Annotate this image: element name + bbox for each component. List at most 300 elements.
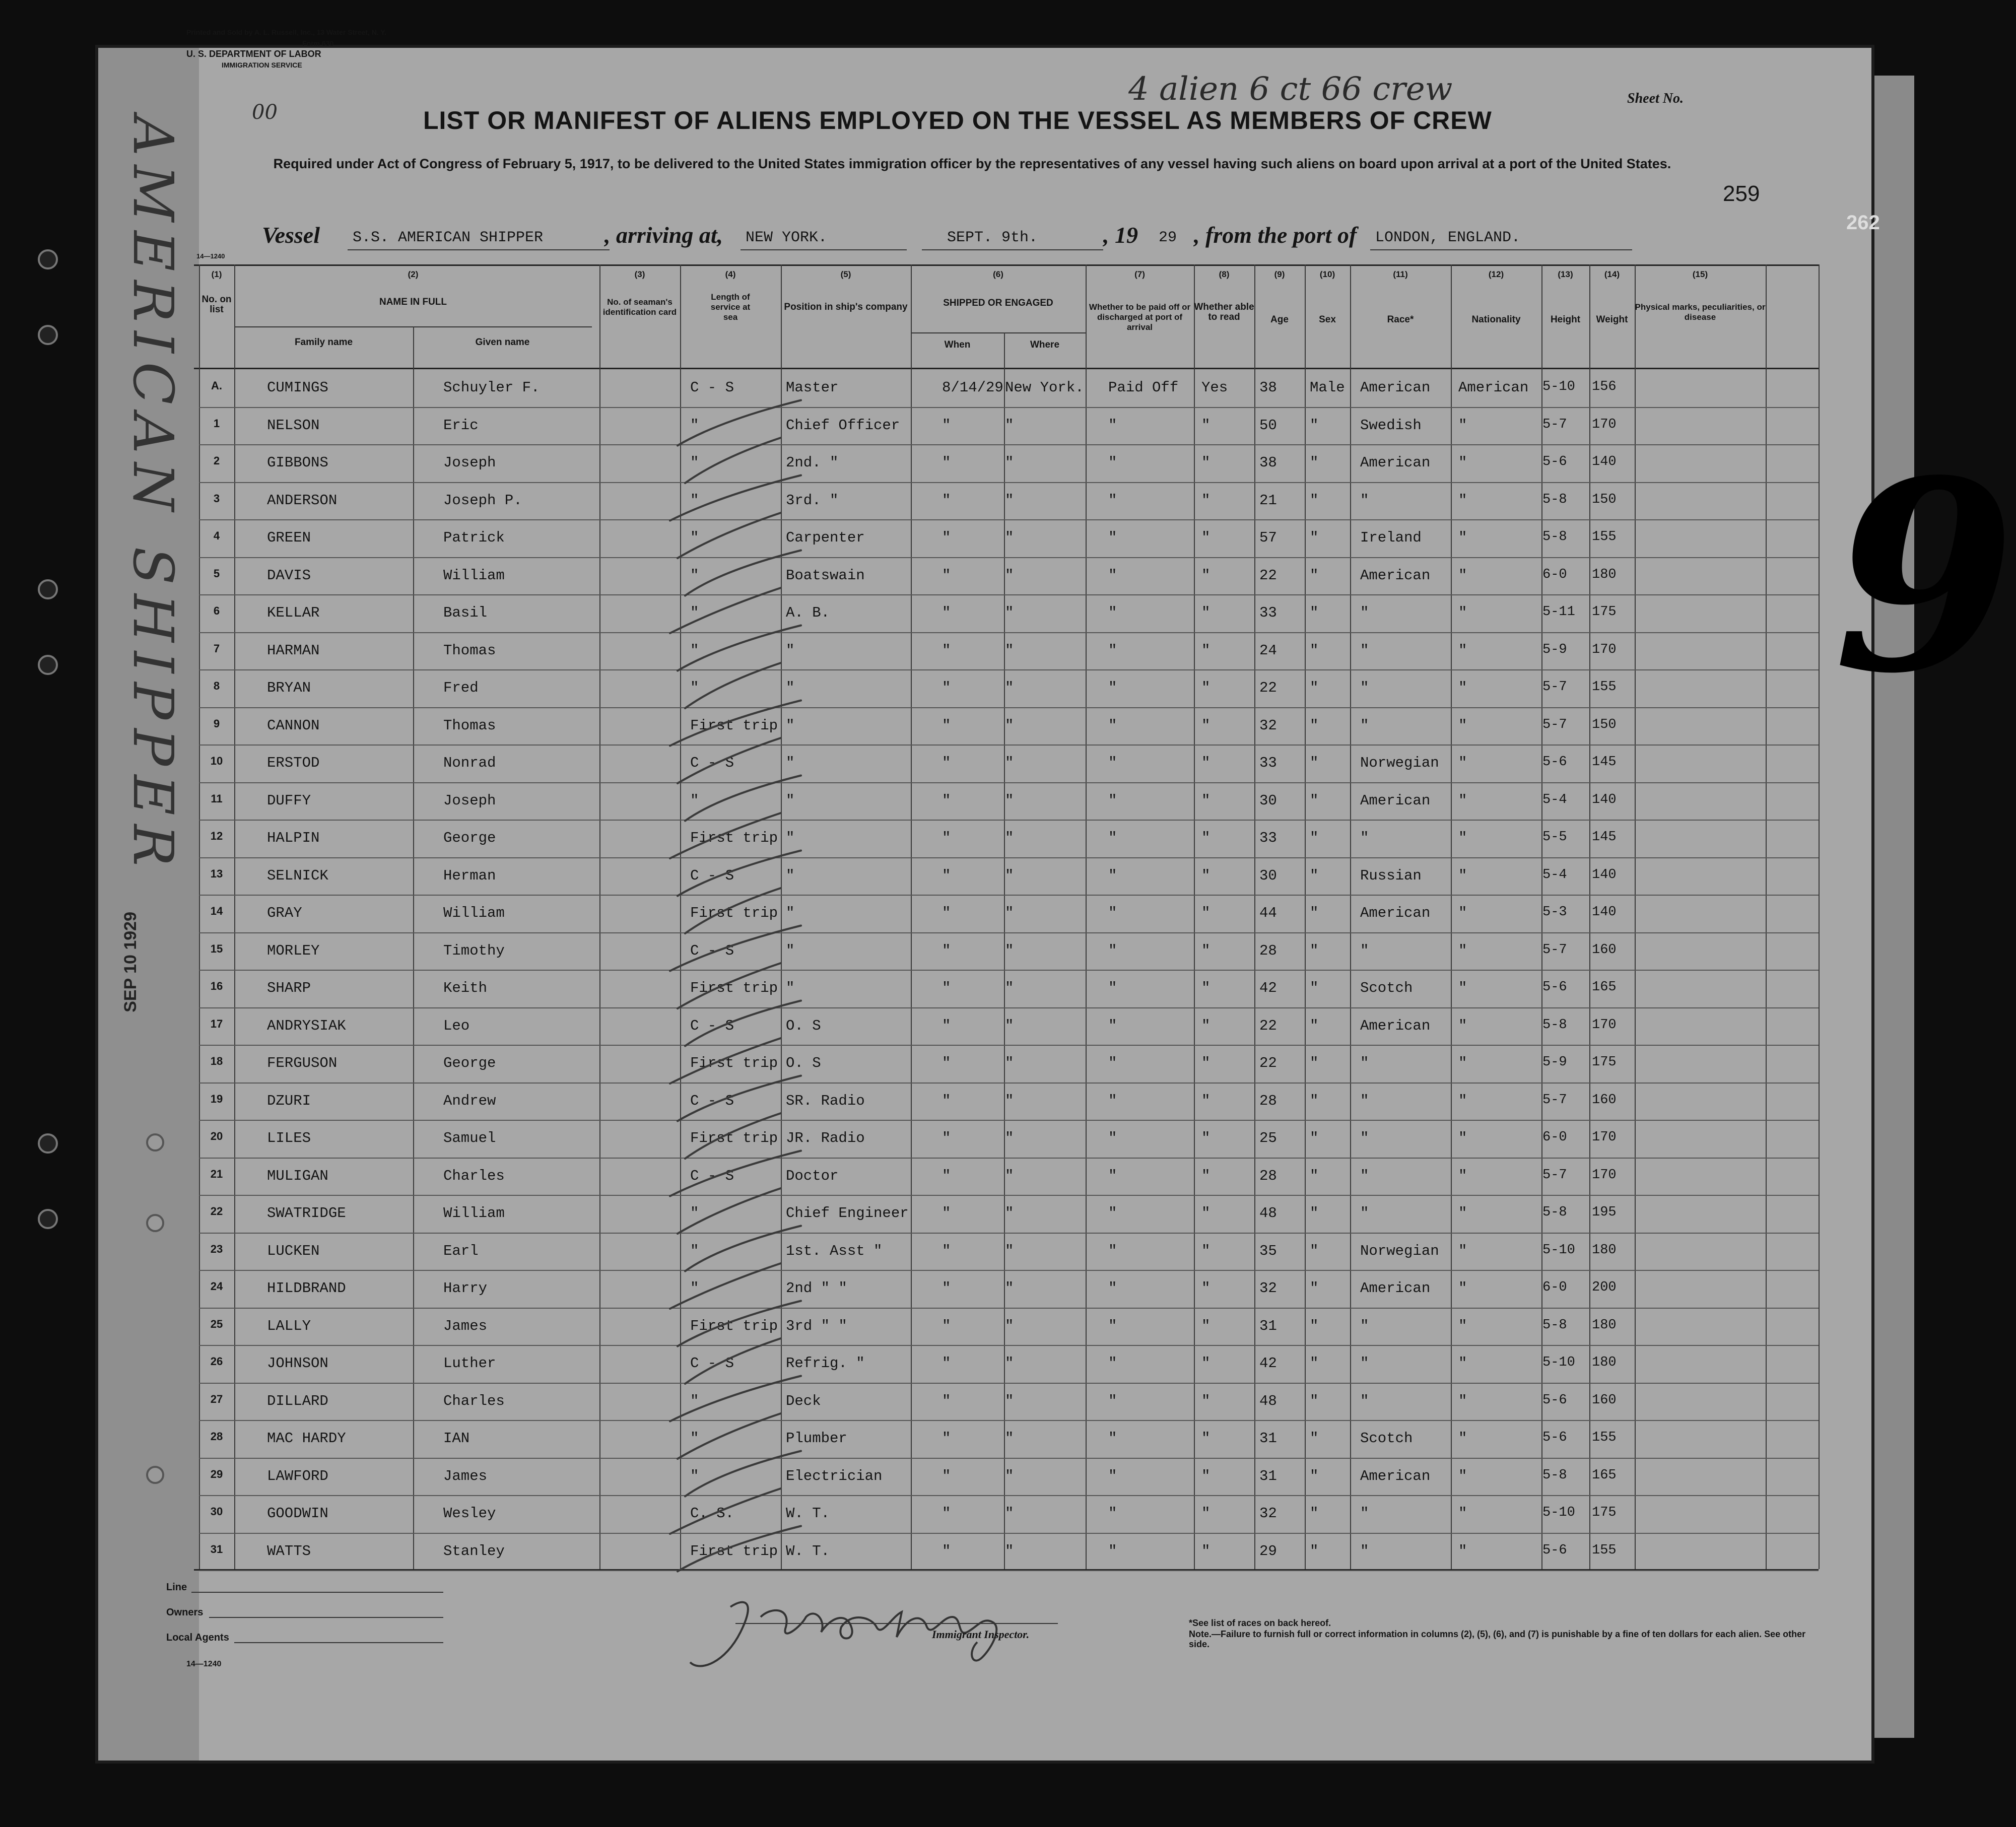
race-cell: " <box>1360 1392 1369 1409</box>
family-name-cell: DZURI <box>267 1092 311 1109</box>
shipped-when-cell: " <box>942 1242 951 1259</box>
height-cell: 5-9 <box>1542 642 1567 657</box>
header-nationality: Nationality <box>1471 314 1521 325</box>
sex-cell: " <box>1310 1205 1319 1222</box>
shipped-where-cell: " <box>1005 1092 1014 1109</box>
family-name-cell: ERSTOD <box>267 755 320 771</box>
family-name-cell: NELSON <box>267 417 320 434</box>
shipped-where-cell: New York. <box>1005 379 1084 396</box>
given-name-cell: James <box>443 1317 488 1334</box>
height-cell: 5-11 <box>1542 604 1575 620</box>
nationality-cell: " <box>1458 1392 1467 1409</box>
family-name-cell: JOHNSON <box>267 1355 328 1372</box>
age-cell: 21 <box>1259 492 1277 509</box>
local-agents-rule <box>234 1642 443 1643</box>
race-note: *See list of races on back hereof. <box>1189 1618 1331 1628</box>
row-number-cell: 4 <box>213 529 220 542</box>
service-length-cell: " <box>690 792 699 809</box>
weight-cell: 170 <box>1592 642 1617 657</box>
race-cell: " <box>1360 604 1369 621</box>
able-to-read-cell: " <box>1201 1205 1211 1222</box>
able-to-read-cell: " <box>1201 942 1211 959</box>
row-number-cell: 17 <box>210 1017 223 1030</box>
row-rule <box>199 820 1819 821</box>
row-number-cell: 30 <box>210 1505 223 1518</box>
race-cell: American <box>1360 567 1431 584</box>
sex-cell: " <box>1310 1017 1319 1034</box>
row-number-cell: A. <box>211 379 222 392</box>
check-mark <box>685 1113 781 1159</box>
given-name-cell: Luther <box>443 1355 496 1372</box>
family-name-cell: LUCKEN <box>267 1242 320 1259</box>
family-name-cell: GRAY <box>267 905 302 921</box>
row-number-cell: 24 <box>210 1280 223 1293</box>
nationality-cell: " <box>1458 1055 1467 1071</box>
row-number-cell: 25 <box>210 1317 223 1330</box>
paid-off-cell: " <box>1108 1430 1117 1447</box>
race-cell: American <box>1360 379 1431 396</box>
shipped-where-cell: " <box>1005 1130 1014 1146</box>
arrival-port: NEW YORK. <box>746 229 828 246</box>
row-number-cell: 18 <box>210 1055 223 1067</box>
shipped-when-cell: " <box>942 1542 951 1560</box>
race-cell: American <box>1360 1280 1431 1297</box>
row-rule <box>199 1383 1819 1384</box>
stamp-number: 262 <box>1846 212 1880 234</box>
ship-position-cell: 1st. Asst " <box>786 1242 883 1259</box>
shipped-when-cell: " <box>942 529 951 546</box>
family-name-cell: CANNON <box>267 717 320 734</box>
nationality-cell: " <box>1458 1092 1467 1109</box>
height-cell: 5-10 <box>1542 1355 1575 1370</box>
shipped-when-cell: " <box>942 454 951 471</box>
race-cell: " <box>1360 1055 1369 1071</box>
height-cell: 5-4 <box>1542 867 1567 883</box>
check-mark <box>685 1338 781 1384</box>
sex-cell: " <box>1310 454 1319 471</box>
margin-vessel-name: AMERICAN SHIPPER <box>121 116 185 875</box>
height-cell: 5-6 <box>1542 755 1567 770</box>
sex-cell: " <box>1310 1092 1319 1109</box>
colnum-10: (10) <box>1319 269 1335 279</box>
sex-cell: " <box>1310 567 1319 584</box>
age-cell: 38 <box>1259 454 1277 471</box>
given-name-cell: Wesley <box>443 1505 496 1522</box>
nationality-cell: " <box>1458 905 1467 921</box>
given-name-cell: Herman <box>443 867 496 884</box>
binder-hole <box>38 325 58 345</box>
shipped-where-cell: " <box>1005 1242 1014 1259</box>
weight-cell: 155 <box>1592 529 1617 545</box>
race-cell: " <box>1360 680 1369 696</box>
family-name-cell: MAC HARDY <box>267 1430 346 1447</box>
row-number-cell: 26 <box>210 1355 223 1368</box>
ship-position-cell: SR. Radio <box>786 1092 865 1109</box>
weight-cell: 165 <box>1592 980 1617 995</box>
arrival-date: SEPT. 9th. <box>947 229 1038 246</box>
ship-position-cell: W. T. <box>786 1505 830 1522</box>
nationality-cell: " <box>1458 1167 1467 1184</box>
ship-position-cell: Chief Officer <box>786 417 900 434</box>
sex-cell: " <box>1310 942 1319 959</box>
sex-cell: " <box>1310 830 1319 846</box>
age-cell: 33 <box>1259 755 1277 771</box>
paid-off-cell: " <box>1108 942 1117 959</box>
service-length-cell: C - S <box>690 942 734 959</box>
sex-cell: " <box>1310 492 1319 509</box>
ship-position-cell: Doctor <box>786 1167 839 1184</box>
header-length-service: Length of service at sea <box>710 292 751 322</box>
row-rule <box>199 970 1819 971</box>
given-name-cell: Schuyler F. <box>443 379 540 396</box>
age-cell: 32 <box>1259 1505 1277 1522</box>
given-name-cell: Charles <box>443 1167 505 1184</box>
row-number-cell: 10 <box>210 755 223 767</box>
family-name-cell: DUFFY <box>267 792 311 809</box>
check-mark <box>678 1188 781 1234</box>
family-name-cell: MULIGAN <box>267 1167 328 1184</box>
ship-position-cell: Deck <box>786 1392 821 1409</box>
race-cell: American <box>1360 1017 1431 1034</box>
able-to-read-cell: Yes <box>1201 379 1228 396</box>
weight-cell: 140 <box>1592 792 1617 807</box>
weight-cell: 170 <box>1592 1130 1617 1145</box>
binder-hole <box>38 1133 58 1154</box>
height-cell: 5-7 <box>1542 1092 1567 1108</box>
shipped-where-cell: " <box>1005 1467 1014 1484</box>
service-length-cell: First trip <box>690 980 778 996</box>
vessel-label: Vessel <box>262 222 320 248</box>
row-number-cell: 22 <box>210 1205 223 1217</box>
shipped-where-cell: " <box>1005 905 1014 921</box>
able-to-read-cell: " <box>1201 1092 1211 1109</box>
page-number: 259 <box>1723 181 1760 206</box>
nationality-cell: " <box>1458 1242 1467 1259</box>
paid-off-cell: " <box>1108 1017 1117 1034</box>
shipped-when-cell: " <box>942 680 951 696</box>
shipped-where-cell: " <box>1005 1392 1014 1409</box>
shipped-when-cell: " <box>942 1092 951 1109</box>
age-cell: 28 <box>1259 1092 1277 1109</box>
check-mark <box>685 663 781 708</box>
nationality-cell: " <box>1458 717 1467 734</box>
service-length-cell: First trip <box>690 1055 778 1071</box>
nationality-cell: " <box>1458 755 1467 771</box>
shipped-where-cell: " <box>1005 680 1014 696</box>
sex-cell: " <box>1310 1130 1319 1146</box>
shipped-when-cell: " <box>942 492 951 509</box>
shipped-when-cell: " <box>942 1392 951 1409</box>
row-number-cell: 14 <box>210 905 223 917</box>
header-family-name: Family name <box>294 337 353 348</box>
row-rule <box>199 1082 1819 1084</box>
shipped-when-cell: " <box>942 1355 951 1372</box>
sex-cell: " <box>1310 1317 1319 1334</box>
colnum-15: (15) <box>1692 269 1708 279</box>
header-id-card: No. of seaman's identification card <box>602 297 677 317</box>
age-cell: 31 <box>1259 1430 1277 1447</box>
paid-off-cell: " <box>1108 755 1117 771</box>
service-length-cell: " <box>690 1242 699 1259</box>
height-cell: 5-8 <box>1542 492 1567 507</box>
given-name-cell: William <box>443 905 505 921</box>
nationality-cell: " <box>1458 792 1467 809</box>
able-to-read-cell: " <box>1201 1317 1211 1334</box>
row-number-cell: 29 <box>210 1467 223 1480</box>
service-length-cell: C - S <box>690 379 734 396</box>
row-number-cell: 27 <box>210 1392 223 1405</box>
column-rule <box>1766 264 1767 1569</box>
row-number-cell: 13 <box>210 867 223 880</box>
service-name: IMMIGRATION SERVICE <box>222 61 302 69</box>
height-cell: 5-4 <box>1542 792 1567 807</box>
header-no-on-list: No. on list <box>201 294 232 315</box>
weight-cell: 145 <box>1592 755 1617 770</box>
nationality-cell: " <box>1458 1355 1467 1372</box>
paid-off-cell: Paid Off <box>1108 379 1179 396</box>
nationality-cell: " <box>1458 567 1467 584</box>
given-name-cell: Basil <box>443 604 488 621</box>
nationality-cell: " <box>1458 942 1467 959</box>
weight-cell: 175 <box>1592 1055 1617 1070</box>
family-name-cell: HALPIN <box>267 830 320 846</box>
shipped-when-cell: " <box>942 1055 951 1071</box>
row-rule <box>199 1308 1819 1309</box>
nationality-cell: " <box>1458 492 1467 509</box>
paid-off-cell: " <box>1108 1055 1117 1071</box>
nationality-cell: " <box>1458 417 1467 434</box>
sex-cell: Male <box>1310 379 1345 396</box>
age-cell: 33 <box>1259 604 1277 621</box>
shipped-when-cell: " <box>942 1017 951 1034</box>
shipped-where-cell: " <box>1005 1505 1014 1522</box>
paid-off-cell: " <box>1108 867 1117 884</box>
service-length-cell: C - S <box>690 1017 734 1034</box>
age-cell: 31 <box>1259 1467 1277 1484</box>
crew-count-note: 4 alien 6 ct 66 crew <box>1128 71 1453 108</box>
sex-cell: " <box>1310 1542 1319 1560</box>
check-mark <box>678 513 781 558</box>
given-name-cell: Stanley <box>443 1542 505 1560</box>
check-mark <box>678 1526 801 1572</box>
paid-off-cell: " <box>1108 1242 1117 1259</box>
height-cell: 5-10 <box>1542 379 1575 394</box>
check-mark <box>678 400 801 446</box>
age-cell: 35 <box>1259 1242 1277 1259</box>
age-cell: 30 <box>1259 792 1277 809</box>
family-name-cell: CUMINGS <box>267 379 328 396</box>
weight-cell: 160 <box>1592 1092 1617 1108</box>
nationality-cell: " <box>1458 680 1467 696</box>
family-name-cell: ANDERSON <box>267 492 338 509</box>
shipped-when-cell: " <box>942 1167 951 1184</box>
header-name-in-full: NAME IN FULL <box>379 297 447 307</box>
ship-position-cell: W. T. <box>786 1542 830 1560</box>
shipped-when-cell: " <box>942 604 951 621</box>
service-length-cell: " <box>690 417 699 434</box>
column-rule <box>911 264 912 1569</box>
form-code-top: 14—1240 <box>196 252 225 260</box>
service-length-cell: " <box>690 567 699 584</box>
row-rule <box>199 1120 1819 1121</box>
family-name-cell: DAVIS <box>267 567 311 584</box>
age-cell: 22 <box>1259 680 1277 696</box>
paid-off-cell: " <box>1108 492 1117 509</box>
row-rule <box>199 745 1819 746</box>
vessel-name: S.S. AMERICAN SHIPPER <box>353 229 544 246</box>
check-mark <box>678 626 801 671</box>
header-sex: Sex <box>1319 314 1336 325</box>
colnum-1: (1) <box>211 269 222 279</box>
family-name-cell: GIBBONS <box>267 454 328 471</box>
ship-position-cell: 2nd " " <box>786 1280 847 1297</box>
paid-off-cell: " <box>1108 1505 1117 1522</box>
age-cell: 32 <box>1259 717 1277 734</box>
ship-position-cell: JR. Radio <box>786 1130 865 1146</box>
race-cell: Norwegian <box>1360 755 1439 771</box>
year-prefix: , 19 <box>1103 222 1138 248</box>
sex-cell: " <box>1310 867 1319 884</box>
able-to-read-cell: " <box>1201 1167 1211 1184</box>
check-mark <box>685 551 801 596</box>
weight-cell: 180 <box>1592 1355 1617 1370</box>
vessel-underline <box>348 249 610 250</box>
family-name-cell: LAWFORD <box>267 1467 328 1484</box>
departure-port: LONDON, ENGLAND. <box>1375 229 1521 246</box>
age-cell: 57 <box>1259 529 1277 546</box>
row-number-cell: 19 <box>210 1092 223 1105</box>
service-length-cell: C - S <box>690 1167 734 1184</box>
ship-position-cell: " <box>786 717 795 734</box>
binder-hole <box>38 249 58 269</box>
height-cell: 5-7 <box>1542 680 1567 695</box>
paid-off-cell: " <box>1108 1542 1117 1560</box>
ship-position-cell: Plumber <box>786 1430 847 1447</box>
service-length-cell: " <box>690 1205 699 1222</box>
family-name-cell: LALLY <box>267 1317 311 1334</box>
sex-cell: " <box>1310 755 1319 771</box>
age-cell: 28 <box>1259 1167 1277 1184</box>
paid-off-cell: " <box>1108 529 1117 546</box>
able-to-read-cell: " <box>1201 1017 1211 1034</box>
local-agents-label: Local Agents <box>166 1632 229 1643</box>
ship-position-cell: " <box>786 830 795 846</box>
race-cell: Norwegian <box>1360 1242 1439 1259</box>
date-stamp: SEP 10 1929 <box>121 912 140 1012</box>
check-mark <box>685 776 801 821</box>
check-mark <box>685 438 781 483</box>
height-cell: 5-10 <box>1542 1242 1575 1258</box>
header-weight: Weight <box>1596 314 1628 325</box>
row-number-cell: 2 <box>213 454 220 467</box>
shipped-where-cell: " <box>1005 980 1014 996</box>
sex-cell: " <box>1310 642 1319 659</box>
header-bottom-border <box>194 368 1819 369</box>
binder-hole <box>146 1214 164 1232</box>
race-cell: " <box>1360 1355 1369 1372</box>
nationality-cell: " <box>1458 529 1467 546</box>
check-mark <box>670 476 801 521</box>
header-height: Height <box>1550 314 1581 325</box>
height-cell: 5-7 <box>1542 717 1567 732</box>
age-cell: 38 <box>1259 379 1277 396</box>
nationality-cell: " <box>1458 1467 1467 1484</box>
shipped-where-cell: " <box>1005 1542 1014 1560</box>
column-rule <box>1350 264 1351 1569</box>
race-cell: American <box>1360 905 1431 921</box>
ship-position-cell: Chief Engineer <box>786 1205 909 1222</box>
given-name-cell: Joseph <box>443 454 496 471</box>
nationality-cell: " <box>1458 1505 1467 1522</box>
age-cell: 22 <box>1259 1055 1277 1071</box>
colnum-4: (4) <box>725 269 736 279</box>
date-underline <box>922 249 1103 250</box>
family-name-cell: SWATRIDGE <box>267 1205 346 1222</box>
ship-position-cell: 3rd " " <box>786 1317 847 1334</box>
printer-line: Printed and Sold by A. L. Russell, Inc., 13 Water Street, N. Y. <box>186 28 387 36</box>
shipped-where-cell: " <box>1005 642 1014 659</box>
sex-cell: " <box>1310 1055 1319 1071</box>
header-age: Age <box>1270 314 1289 325</box>
ship-position-cell: " <box>786 905 795 921</box>
owners-label: Owners <box>166 1607 204 1618</box>
check-mark <box>678 1301 801 1346</box>
height-cell: 5-6 <box>1542 454 1567 469</box>
row-rule <box>199 1570 1819 1571</box>
line-rule <box>191 1592 443 1593</box>
row-number-cell: 8 <box>213 680 220 692</box>
service-length-cell: C - S <box>690 867 734 884</box>
paid-off-cell: " <box>1108 1092 1117 1109</box>
weight-cell: 175 <box>1592 604 1617 620</box>
service-length-cell: " <box>690 1430 699 1447</box>
given-name-cell: Thomas <box>443 717 496 734</box>
row-rule <box>199 782 1819 783</box>
nationality-cell: " <box>1458 454 1467 471</box>
row-rule <box>199 557 1819 558</box>
check-mark <box>685 1001 801 1046</box>
able-to-read-cell: " <box>1201 792 1211 809</box>
header-race: Race* <box>1387 314 1414 325</box>
family-name-cell: SELNICK <box>267 867 328 884</box>
age-cell: 44 <box>1259 905 1277 921</box>
ship-position-cell: A. B. <box>786 604 830 621</box>
paid-off-cell: " <box>1108 830 1117 846</box>
service-length-cell: First trip <box>690 1317 778 1334</box>
shipped-where-cell: " <box>1005 1167 1014 1184</box>
shipped-where-cell: " <box>1005 942 1014 959</box>
ship-position-cell: " <box>786 642 795 659</box>
penalty-note: Note.—Failure to furnish full or correct information in columns (2), (5), (6), and (7) is punishable by a fine of ten dollars for each alien. See other side. <box>1189 1629 1806 1649</box>
nationality-cell: " <box>1458 1317 1467 1334</box>
sex-cell: " <box>1310 1280 1319 1297</box>
sex-cell: " <box>1310 417 1319 434</box>
race-cell: American <box>1360 454 1431 471</box>
race-cell: " <box>1360 642 1369 659</box>
header-where: Where <box>1030 340 1060 350</box>
colnum-2: (2) <box>408 269 419 279</box>
shipped-when-cell: 8/14/29 <box>942 379 1003 396</box>
nationality-cell: " <box>1458 830 1467 846</box>
sex-cell: " <box>1310 1505 1319 1522</box>
colnum-9: (9) <box>1274 269 1285 279</box>
paid-off-cell: " <box>1108 717 1117 734</box>
sex-cell: " <box>1310 717 1319 734</box>
arriving-label: , arriving at, <box>604 222 723 248</box>
service-length-cell: " <box>690 1280 699 1297</box>
row-rule <box>199 1458 1819 1459</box>
header-shipped: SHIPPED OR ENGAGED <box>943 298 1053 308</box>
